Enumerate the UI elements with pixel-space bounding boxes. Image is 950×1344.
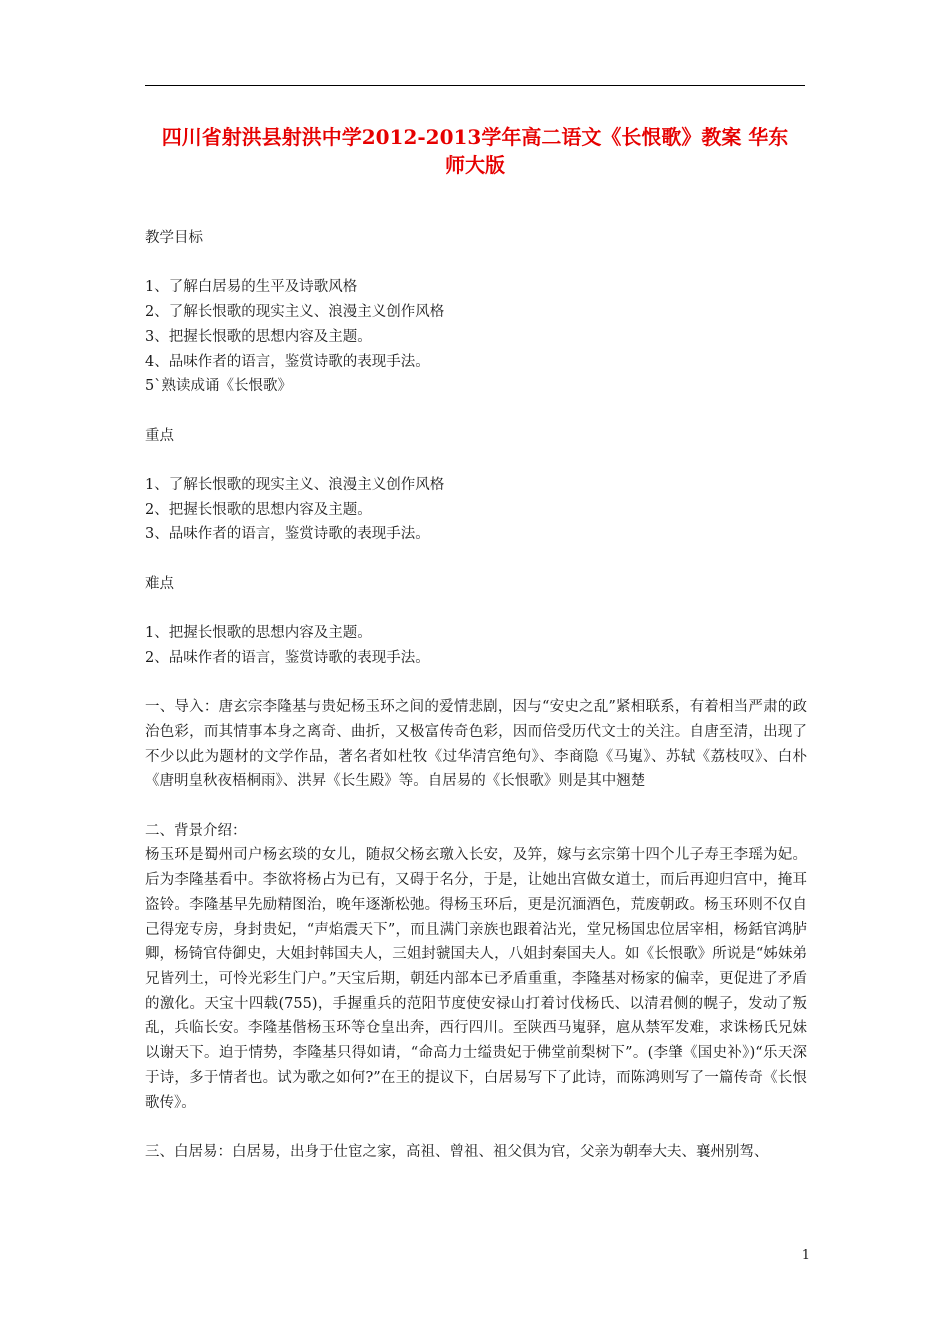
key-points-heading: 重点 [145,427,174,444]
background-heading: 二、背景介绍： [145,822,247,839]
background-paragraph: 杨玉环是蜀州司户杨玄琰的女儿，随叔父杨玄璬入长安，及笄，嫁与玄宗第十四个儿子寿王李瑶为妃。后为李隆基看中。李欲将杨占为已有，又碍于名分，于是，让她出宫做女道士，而后再迎归宫中，掩耳盗铃。李隆基早先励精图治，晚年逐渐松弛。得杨玉环后，更是沉湎酒色，荒废朝政。杨玉环则不仅自己得宠专房，身封贵妃，“声焰震天下”，而且满门亲族也跟着沾光，堂兄杨国忠位居宰相，杨銛官鸿胪卿，杨锜官侍御史，大姐封韩国夫人，三姐封虢国夫人，八姐封秦国夫人。如《长恨歌》所说是“姊妹弟兄皆列土，可怜光彩生门户。”天宝后期，朝廷内部本已矛盾重重，李隆基对杨家的偏幸，更促进了矛盾的激化。天宝十四载(755)，手握重兵的范阳节度使安禄山打着讨伐杨氏、以清君侧的幌子，发动了叛乱，兵临长安。李隆基偕杨玉环等仓皇出奔，西行四川。至陕西马嵬驿，扈从禁军发难，求诛杨氏兄妹以谢天下。迫于情势，李隆基只得如请，“命高力士缢贵妃于佛堂前梨树下”。(李肇《国史补》)“乐天深于诗，多于情者也。试为歌之如何?”在王的提议下，白居易写下了此诗，而陈鸿则写了一篇传奇《长恨歌传》。 [145,847,807,1111]
objective-item: 5`熟读成诵《长恨歌》 [145,378,292,395]
key-point-item: 1、了解长恨歌的现实主义、浪漫主义创作风格 [145,476,445,493]
bai-juyi-paragraph: 三、白居易：白居易，出身于仕宦之家，高祖、曾祖、祖父俱为官，父亲为朝奉大夫、襄州别驾、 [145,1143,769,1160]
difficult-point-item: 2、品味作者的语言，鉴赏诗歌的表现手法。 [145,649,430,666]
title-line-1: 四川省射洪县射洪中学2012-2013学年高二语文《长恨歌》教案 华东 [161,125,789,149]
document-title [145,123,805,179]
key-point-item: 2、把握长恨歌的思想内容及主题。 [145,501,372,518]
difficult-point-item: 1、把握长恨歌的思想内容及主题。 [145,625,372,642]
objective-item: 1、了解白居易的生平及诗歌风格 [145,279,358,296]
title-line-2: 师大版 [445,153,505,177]
header-rule [145,85,805,86]
page-number: 1 [801,1248,810,1263]
objective-item: 4、品味作者的语言，鉴赏诗歌的表现手法。 [145,353,430,370]
objective-item: 3、把握长恨歌的思想内容及主题。 [145,328,372,345]
introduction-paragraph: 一、导入：唐玄宗李隆基与贵妃杨玉环之间的爱情悲剧，因与“安史之乱”紧相联系，有着相当严肃的政治色彩，而其情事本身之离奇、曲折，又极富传奇色彩，因而倍受历代文士的关注。自唐至清，出现了不少以此为题材的文学作品，著名者如杜牧《过华清宫绝句》、李商隐《马嵬》、苏轼《荔枝叹》、白朴《唐明皇秋夜梧桐雨》、洪昇《长生殿》等。自居易的《长恨歌》则是其中翘楚 [145,699,807,790]
objectives-heading: 教学目标 [145,230,203,246]
document-body [145,226,807,1165]
objective-item: 2、了解长恨歌的现实主义、浪漫主义创作风格 [145,304,445,321]
difficult-points-heading: 难点 [145,575,174,592]
key-point-item: 3、品味作者的语言，鉴赏诗歌的表现手法。 [145,526,430,543]
